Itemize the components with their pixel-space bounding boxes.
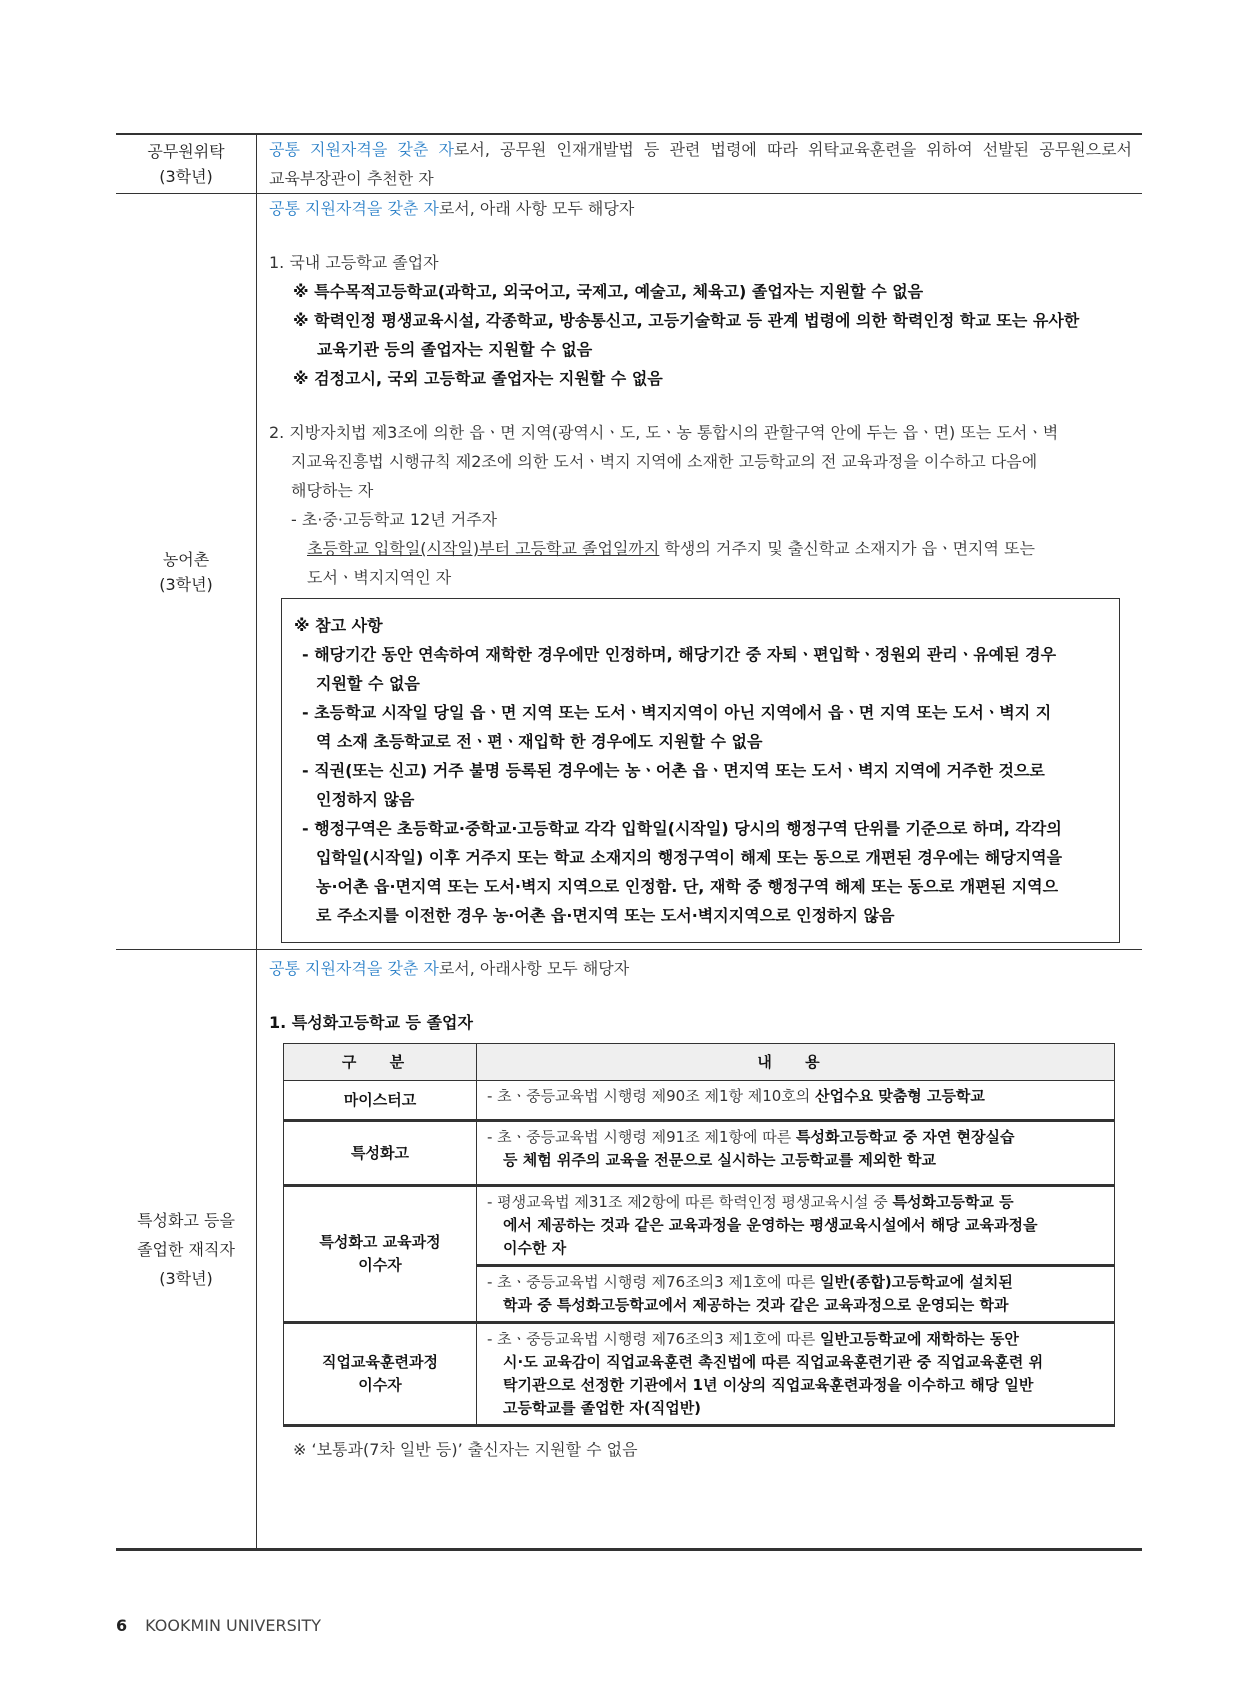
row-vocational-graduate (116, 950, 1142, 1550)
footnote: ※ ‘보통과(7차 일반 등)’ 출신자는 지원할 수 없음 (293, 1440, 638, 1459)
row-rural (116, 194, 1142, 950)
table-row: 특성화고 - 초ㆍ중등교육법 시행령 제91조 제1항에 따른 특성화고등학교 중 자연 현장실습 등 체험 위주의 교육을 전문으로 실시하는 고등학교를 제외한 학교 (284, 1121, 1115, 1186)
table-row: - 초ㆍ중등교육법 시행령 제76조의3 제1호에 따른 일반(종합)고등학교에 설치된 학과 중 특성화고등학교에서 제공하는 것과 같은 교육과정으로 운영되는 학과 (284, 1266, 1115, 1323)
eligibility-table (116, 133, 1142, 1551)
content-rural: 공통 지원자격을 갖춘 자로서, 아래 사항 모두 해당자 1. 국내 고등학교 졸업자 ※ 특수목적고등학교(과학고, 외국어고, 국제고, 예술고, 체육고) 졸업자는 지원할 수 없음 ※ 학력인정 평생교육시설, 각종학교, 방송통신고, 고등기술학교 등 관계 법령에 의한 학력인정 학교 또는 유사한 교육기관 등의 졸업자는 지원할 수 없음 ※ 검정고시, 국외 고등학교 졸업자는 지원할 수 없음 2. 지방자치법 제3조에 의한 읍ㆍ면 지역(광역시ㆍ도, 도ㆍ농 통합시의 관할구역 안에 두는 읍ㆍ면) 또는 도서ㆍ벽 지교육진흥법 시행규칙 제2조에 의한 도서ㆍ벽지 지역에 소재한 고등학교의 전 교육과정을 이수하고 다음에 해당하는 자 - 초·중·고등학교 12년 거주자 초등학교 입학일(시작일)부터 고등학교 졸업일까지 학생의 거주지 및 출신학교 소재지가 읍ㆍ면지역 또는 도서ㆍ벽지지역인 자 ※ 참고 사항 - 해당기간 동안 연속하여 재학한 경우에만 인정하며, 해당기간 중 자퇴ㆍ편입학ㆍ정원외 관리ㆍ유예된 경우 지원할 수 없음 - 초등학교 시작일 당일 읍ㆍ면 지역 또는 도서ㆍ벽지지역이 아닌 지역에서 읍ㆍ면 지역 또는 도서ㆍ벽지 지 역 소재 초등학교로 전ㆍ편ㆍ재입학 한 경우에도 지원할 수 없음 - 직권(또는 신고) 거주 불명 등록된 경우에는 농ㆍ어촌 읍ㆍ면지역 또는 도서ㆍ벽지 지역에 거주한 것으로 인정하지 않음 - 행정구역은 초등학교·중학교·고등학교 각각 입학일(시작일) 당시의 행정구역 단위를 기준으로 하며, 각각의 입학일(시작일) 이후 거주지 또는 학교 소재지의 행정구역이 해제 또는 동으로 개편된 경우에는 해당지역을 농·어촌 읍·면지역 또는 도서·벽지 지역으로 인정함. 단, 재학 중 행정구역 해제 또는 동으로 개편된 지역으 로 주소지를 이전한 경우 농·어촌 읍·면지역 또는 도서·벽지지역으로 인정하지 않음 (257, 194, 1143, 950)
header-content: 내 용 (477, 1044, 1115, 1081)
university-name: KOOKMIN UNIVERSITY (145, 1616, 322, 1635)
category-civil-servant: 공무원위탁 (3학년) (116, 134, 257, 194)
content-vocational-graduate: 공통 지원자격을 갖춘 자로서, 아래사항 모두 해당자 1. 특성화고등학교 등 졸업자 구 분 내 용 마이스터고 - 초ㆍ중등교육법 시행령 제90조 제1항 제10호의 산업수요 맞춤형 고등학교 특성화고 - 초ㆍ중등교육법 시행령 제91조 제1항에 따른 특성화고등학교 중 자연 현장실습 등 체험 위주의 교육을 전문으로 실시하는 고등학교를 제외한 학교 특성화고 교육과정 이수자 - 평생교육법 제31조 제2항에 따른 학력인정 평생교육시설 중 특성화고등학교 등 에서 제공하는 것과 같은 교육과정을 운영하는 평생교육시설에서 해당 교육과정을 이수한 자 - 초ㆍ중등교육법 시행령 제76조의3 제1호에 따른 일반(종합)고등학교에 설치된 학과 중 특성화고등학교에서 제공하는 것과 같은 교육과정으로 운영되는 학과 직업교육훈련과정 이수자 - 초ㆍ중등교육법 시행령 제76조의3 제1호에 따른 일반고등학교에 재학하는 동안 시·도 교육감이 직업교육훈련 촉진법에 따른 직업교육훈련기관 중 직업교육훈련 위 탁기관으로 선정한 기관에서 1년 이상의 직업교육훈련과정을 이수하고 해당 일반 고등학교를 졸업한 자(직업반) ※ ‘보통과(7차 일반 등)’ 출신자는 지원할 수 없음 (257, 950, 1143, 1550)
category-rural: 농어촌 (3학년) (116, 194, 257, 950)
header-category: 구 분 (284, 1044, 477, 1081)
page-footer (116, 1616, 321, 1635)
row-civil-servant (116, 134, 1142, 194)
content-civil-servant: 공통 지원자격을 갖춘 자로서, 공무원 인재개발법 등 관련 법령에 따라 위탁교육훈련을 위하여 선발된 공무원으로서 교육부장관이 추천한 자 (257, 134, 1143, 194)
table-row: 특성화고 교육과정 이수자 - 평생교육법 제31조 제2항에 따른 학력인정 평생교육시설 중 특성화고등학교 등 에서 제공하는 것과 같은 교육과정을 운영하는 평생교육시설에서 해당 교육과정을 이수한 자 (284, 1186, 1115, 1266)
item-rural-area: 2. 지방자치법 제3조에 의한 읍ㆍ면 지역(광역시ㆍ도, 도ㆍ농 통합시의 관할구역 안에 두는 읍ㆍ면) 또는 도서ㆍ벽 (269, 423, 1059, 442)
table-row: 마이스터고 - 초ㆍ중등교육법 시행령 제90조 제1항 제10호의 산업수요 맞춤형 고등학교 (284, 1081, 1115, 1121)
page-number: 6 (116, 1616, 128, 1635)
table-row: 직업교육훈련과정 이수자 - 초ㆍ중등교육법 시행령 제76조의3 제1호에 따른 일반고등학교에 재학하는 동안 시·도 교육감이 직업교육훈련 촉진법에 따른 직업교육훈련기관 중 직업교육훈련 위 탁기관으로 선정한 기관에서 1년 이상의 직업교육훈련과정을 이수하고 해당 일반 고등학교를 졸업한 자(직업반) (284, 1323, 1115, 1426)
item-specialized-graduate: 1. 특성화고등학교 등 졸업자 (269, 1013, 473, 1032)
item-domestic-graduate: 1. 국내 고등학교 졸업자 (269, 253, 439, 272)
school-type-table (283, 1043, 1115, 1427)
reference-note-box: ※ 참고 사항 - 해당기간 동안 연속하여 재학한 경우에만 인정하며, 해당기간 중 자퇴ㆍ편입학ㆍ정원외 관리ㆍ유예된 경우 지원할 수 없음 - 초등학교 시작일 당일 읍ㆍ면 지역 또는 도서ㆍ벽지지역이 아닌 지역에서 읍ㆍ면 지역 또는 도서ㆍ벽지 지 역 소재 초등학교로 전ㆍ편ㆍ재입학 한 경우에도 지원할 수 없음 - 직권(또는 신고) 거주 불명 등록된 경우에는 농ㆍ어촌 읍ㆍ면지역 또는 도서ㆍ벽지 지역에 거주한 것으로 인정하지 않음 - 행정구역은 초등학교·중학교·고등학교 각각 입학일(시작일) 당시의 행정구역 단위를 기준으로 하며, 각각의 입학일(시작일) 이후 거주지 또는 학교 소재지의 행정구역이 해제 또는 동으로 개편된 경우에는 해당지역을 농·어촌 읍·면지역 또는 도서·벽지 지역으로 인정함. 단, 재학 중 행정구역 해제 또는 동으로 개편된 지역으 로 주소지를 이전한 경우 농·어촌 읍·면지역 또는 도서·벽지지역으로 인정하지 않음 (281, 598, 1120, 943)
category-vocational-graduate: 특성화고 등을 졸업한 재직자 (3학년) (116, 950, 257, 1550)
common-qualification-link: 공통 지원자격을 갖춘 자 (269, 140, 454, 159)
